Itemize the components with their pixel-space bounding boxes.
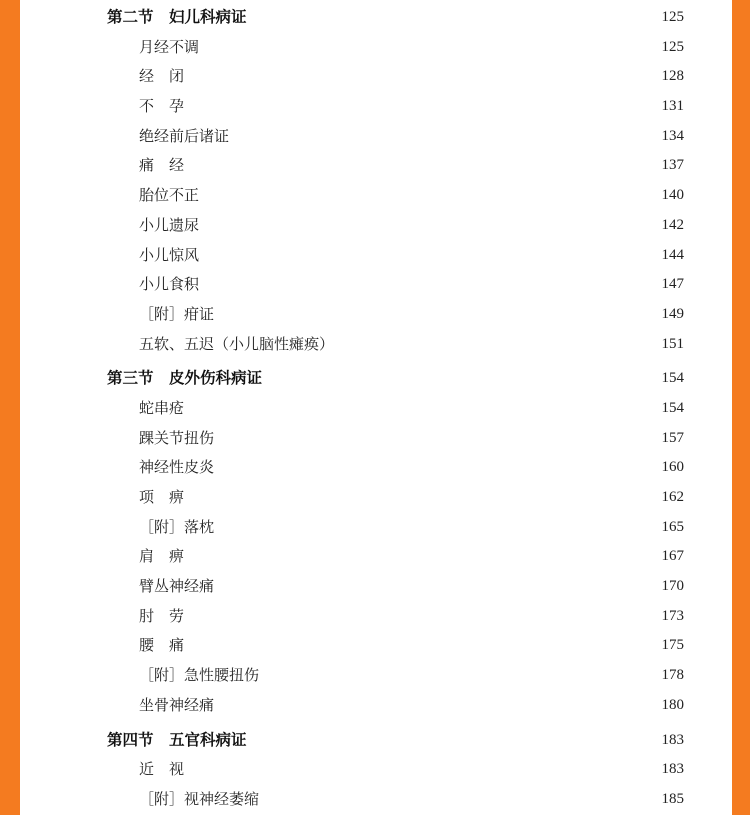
toc-entry-row[interactable] — [0, 755, 750, 785]
toc-page-number: 131 — [661, 98, 684, 115]
toc-entry-row[interactable] — [0, 542, 750, 572]
toc-page-number: 165 — [661, 518, 684, 535]
toc-entry-row[interactable] — [0, 785, 750, 815]
toc-entry-title: 月经不调 — [139, 37, 200, 56]
toc-entry-row[interactable] — [0, 270, 750, 300]
toc-entry-title: 绝经前后诸证 — [139, 126, 230, 145]
toc-entry-title: 经 闭 — [139, 67, 185, 86]
toc-entry-row[interactable] — [0, 661, 750, 691]
toc-entry-title: 小儿食积 — [139, 275, 200, 294]
toc-page-number: 154 — [661, 399, 684, 416]
toc-entry-row[interactable] — [0, 211, 750, 241]
toc-entry-title: ［附］急性腰扭伤 — [139, 666, 260, 685]
toc-entry-title: 近 视 — [139, 760, 185, 779]
toc-entry-row[interactable] — [0, 691, 750, 721]
toc-page-number: 167 — [661, 548, 684, 565]
toc-page-number: 175 — [661, 637, 684, 654]
toc-entry-row[interactable] — [0, 483, 750, 513]
toc-entry-title: ［附］视神经萎缩 — [139, 789, 260, 808]
toc-section-title: 第四节 五官科病证 — [107, 730, 247, 749]
toc-page-number: 185 — [661, 790, 684, 807]
toc-entry-title: 痛 经 — [139, 156, 185, 175]
toc-entry-row[interactable] — [0, 300, 750, 330]
toc-page-number: 157 — [661, 429, 684, 446]
toc-entry-row[interactable] — [0, 453, 750, 483]
toc-section-row[interactable] — [0, 726, 750, 756]
table-of-contents — [0, 3, 750, 815]
toc-page-number: 180 — [661, 696, 684, 713]
toc-entry-row[interactable] — [0, 181, 750, 211]
toc-entry-title: 神经性皮炎 — [139, 458, 215, 477]
toc-section-row[interactable] — [0, 364, 750, 394]
toc-page-number: 125 — [661, 9, 684, 25]
toc-section-title: 第二节 妇儿科病证 — [107, 8, 247, 26]
toc-entry-row[interactable] — [0, 424, 750, 454]
toc-entry-title: 肘 劳 — [139, 606, 185, 625]
toc-entry-row[interactable] — [0, 631, 750, 661]
toc-page-number: 183 — [661, 731, 684, 748]
toc-entry-row[interactable] — [0, 602, 750, 632]
toc-entry-row[interactable] — [0, 62, 750, 92]
toc-page-number: 151 — [661, 335, 684, 352]
toc-page-number: 125 — [661, 38, 684, 55]
toc-page-number: 144 — [661, 246, 684, 263]
toc-entry-row[interactable] — [0, 33, 750, 63]
toc-entry-title: 胎位不正 — [139, 186, 200, 205]
toc-entry-title: 坐骨神经痛 — [139, 695, 215, 714]
toc-page-number: 147 — [661, 276, 684, 293]
toc-page-number: 134 — [661, 127, 684, 144]
toc-entry-title: 不 孕 — [139, 97, 185, 116]
toc-entry-row[interactable] — [0, 92, 750, 122]
toc-entry-row[interactable] — [0, 151, 750, 181]
toc-entry-title: 项 痹 — [139, 488, 185, 506]
toc-entry-title: 五软、五迟（小儿脑性瘫痪） — [139, 334, 335, 353]
toc-entry-row[interactable] — [0, 572, 750, 602]
toc-page-number: 178 — [661, 667, 684, 684]
toc-page-number: 162 — [661, 489, 684, 505]
toc-entry-title: 肩 痹 — [139, 547, 185, 566]
toc-section-title: 第三节 皮外伤科病证 — [107, 369, 263, 388]
toc-entry-title: 小儿惊风 — [139, 245, 200, 264]
toc-entry-title: 小儿遗尿 — [139, 215, 200, 234]
toc-entry-title: ［附］疳证 — [139, 304, 215, 323]
toc-entry-title: 臂丛神经痛 — [139, 577, 215, 596]
toc-section-row[interactable] — [0, 3, 750, 33]
toc-entry-title: 踝关节扭伤 — [139, 428, 215, 447]
toc-page-number: 137 — [661, 157, 684, 174]
toc-page-number: 173 — [661, 607, 684, 624]
toc-entry-row[interactable] — [0, 513, 750, 543]
toc-page-number: 142 — [661, 216, 684, 233]
toc-page-number: 154 — [661, 370, 684, 387]
toc-entry-row[interactable] — [0, 122, 750, 152]
toc-page-number: 183 — [661, 761, 684, 778]
toc-page-number: 128 — [661, 68, 684, 85]
toc-page-number: 160 — [661, 459, 684, 476]
toc-entry-title: ［附］落枕 — [139, 517, 215, 536]
toc-entry-row[interactable] — [0, 241, 750, 271]
toc-page-number: 170 — [661, 578, 684, 595]
toc-page-number: 149 — [661, 305, 684, 322]
toc-entry-title: 蛇串疮 — [139, 398, 185, 417]
toc-entry-row[interactable] — [0, 330, 750, 360]
toc-page-number: 140 — [661, 187, 684, 204]
toc-entry-row[interactable] — [0, 394, 750, 424]
toc-entry-title: 腰 痛 — [139, 636, 185, 655]
